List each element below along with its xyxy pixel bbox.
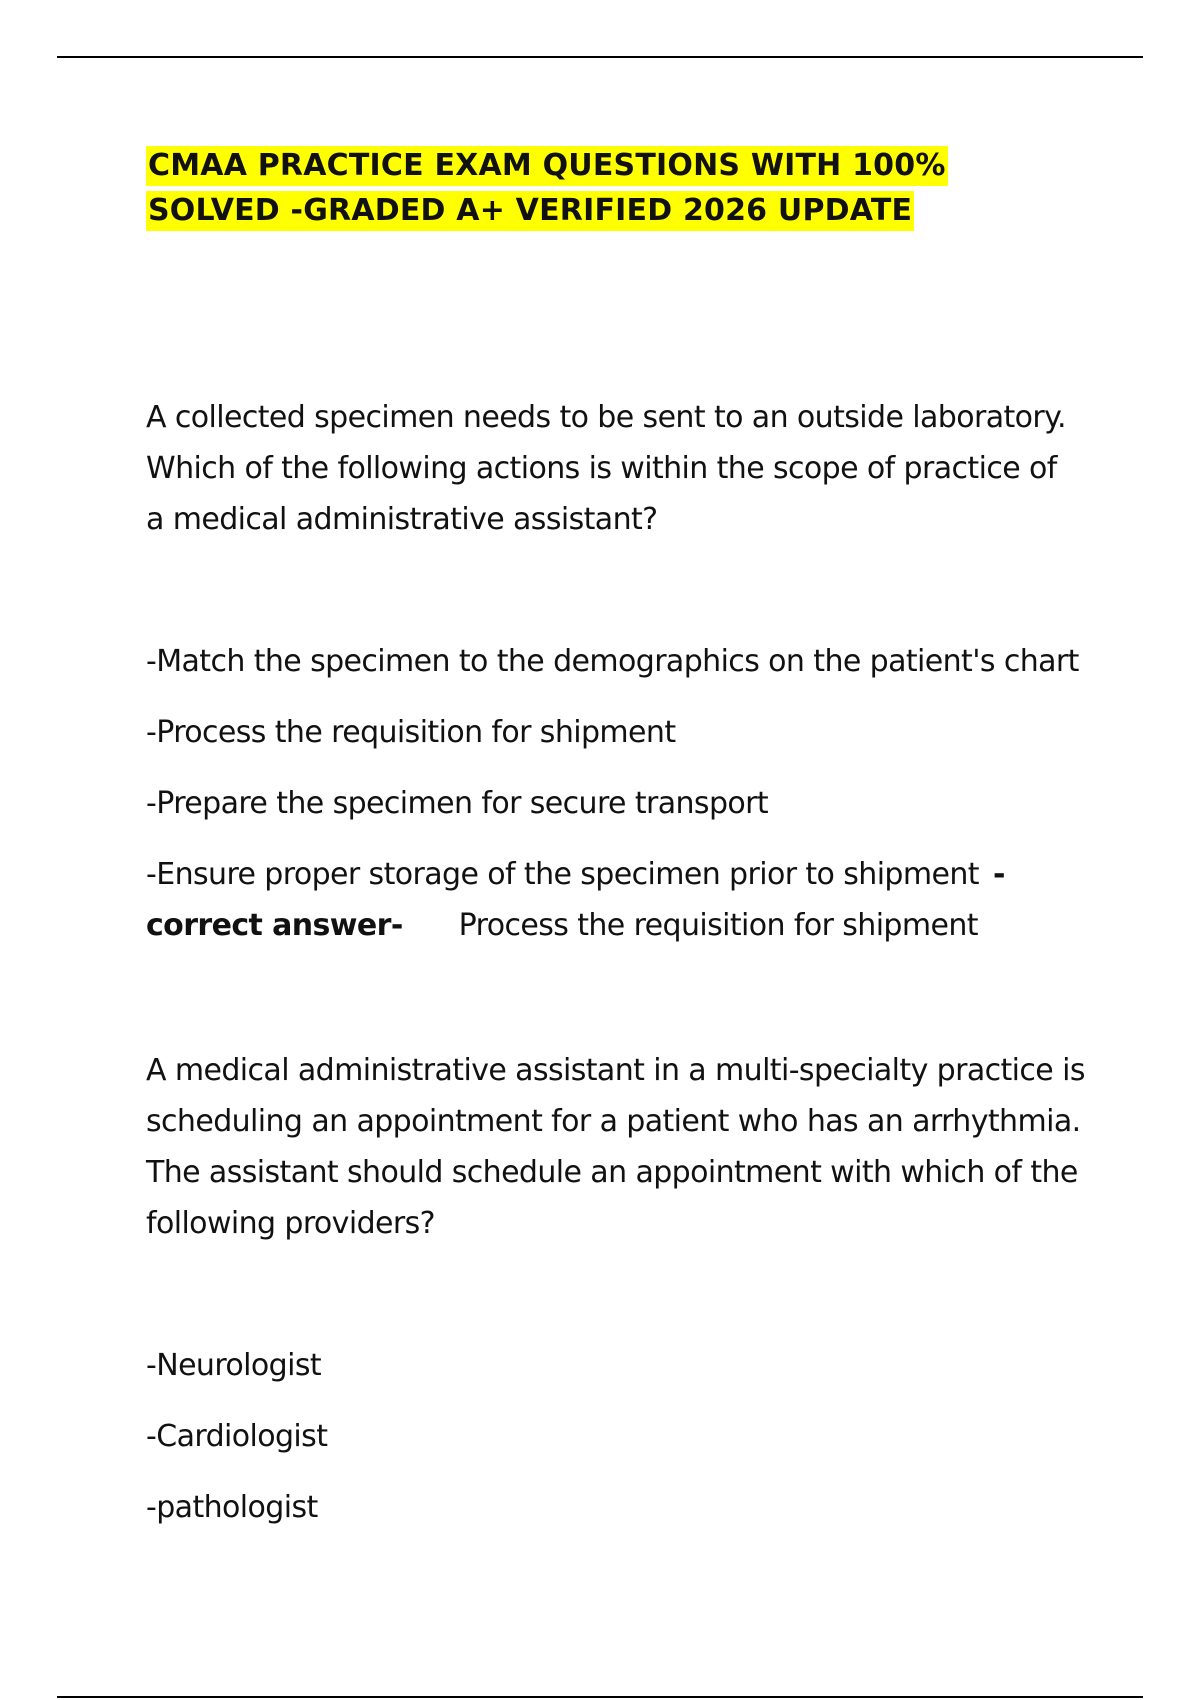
question-2-option-2: -Cardiologist [146, 1419, 328, 1454]
question-1-text [146, 392, 1106, 545]
question-1-line-1: A collected specimen needs to be sent to an outside laboratory. [146, 400, 1066, 435]
question-2-line-1: A medical administrative assistant in a multi-specialty practice is [146, 1053, 1085, 1088]
title-line-2: SOLVED -GRADED A+ VERIFIED 2026 UPDATE [146, 191, 914, 231]
answer-dash: - [992, 857, 1005, 892]
question-2-option-3: -pathologist [146, 1490, 318, 1525]
question-1-option-2: -Process the requisition for shipment [146, 715, 676, 750]
question-1-option-4-text: -Ensure proper storage of the specimen prior to shipment [146, 857, 979, 892]
title-line-1: CMAA PRACTICE EXAM QUESTIONS WITH 100% [146, 146, 948, 186]
question-2-options [146, 1340, 1106, 1553]
question-2-line-4: following providers? [146, 1206, 435, 1241]
question-1-line-2: Which of the following actions is within the scope of practice of [146, 451, 1057, 486]
question-1-option-3: -Prepare the specimen for secure transport [146, 786, 769, 821]
question-1-option-1: -Match the specimen to the demographics on the patient's chart [146, 644, 1079, 679]
question-1-option-4 [146, 849, 1106, 900]
correct-answer-label: correct answer- [146, 908, 403, 943]
question-2-line-3: The assistant should schedule an appointment with which of the [146, 1155, 1078, 1190]
correct-answer-text: Process the requisition for shipment [458, 908, 978, 943]
question-1-options [146, 636, 1106, 951]
question-2-text [146, 1045, 1106, 1249]
question-1-answer [146, 900, 1106, 951]
top-rule [57, 56, 1143, 58]
document-title [146, 143, 1046, 233]
question-2-line-2: scheduling an appointment for a patient who has an arrhythmia. [146, 1104, 1081, 1139]
question-1-line-3: a medical administrative assistant? [146, 502, 658, 537]
bottom-rule [57, 1696, 1143, 1698]
question-2-option-1: -Neurologist [146, 1348, 322, 1383]
